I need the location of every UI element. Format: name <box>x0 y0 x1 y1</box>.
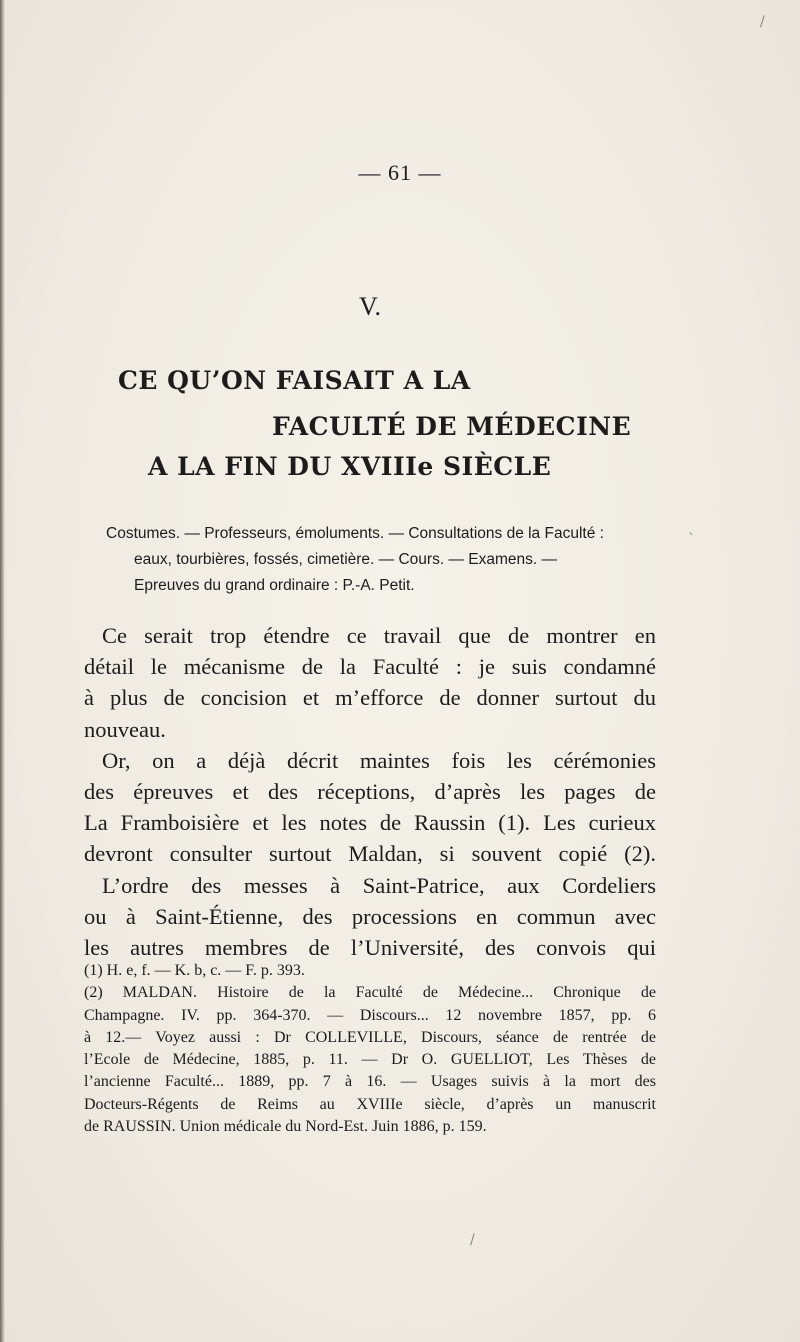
summary-line: eaux, tourbières, fossés, cimetière. — Cours. — Examens. — <box>134 551 557 568</box>
paragraph-1-line: détail le mécanisme de la Faculté : je suis condamné <box>84 654 656 680</box>
footnote-2-line: Docteurs-Régents de Reims au XVIIIe siècle, d’après un manuscrit <box>84 1095 656 1113</box>
footnotes <box>84 960 656 1138</box>
footnote-2-line: l’ancienne Faculté... 1889, pp. 7 à 16. — Usages suivis à la mort des <box>84 1073 656 1091</box>
footnote-2-line: à 12.— Voyez aussi : Dr COLLEVILLE, Discours, séance de rentrée de <box>84 1028 656 1046</box>
chapter-title-line-3: A LA FIN DU XVIIIe SIÈCLE <box>148 452 552 481</box>
paper-speck: ` <box>688 532 695 548</box>
summary-line: Epreuves du grand ordinaire : P.-A. Petit. <box>134 577 415 594</box>
footnote-1: (1) H. e, f. — K. b, c. — F. p. 393. <box>84 962 305 979</box>
chapter-title-line-2: FACULTÉ DE MÉDECINE <box>272 412 632 441</box>
paper-speck: / <box>760 14 765 30</box>
paragraph-3-line: ou à Saint-Étienne, des processions en commun avec <box>84 903 656 929</box>
footnote-2-line: de RAUSSIN. Union médicale du Nord-Est. Juin 1886, p. 159. <box>84 1118 487 1136</box>
paragraph-2-line: des épreuves et des réceptions, d’après les pages de <box>84 779 656 805</box>
summary-line: Costumes. — Professeurs, émoluments. — Consultations de la Faculté : <box>106 525 604 542</box>
section-number: V. <box>359 292 381 321</box>
paragraph-1-line: Ce serait trop étendre ce travail que de montrer en <box>102 623 656 648</box>
footnote-2-line: (2) MALDAN. Histoire de la Faculté de Médecine... Chronique de <box>84 984 656 1002</box>
paragraph-1-line: à plus de concision et m’efforce de donner surtout du <box>84 685 656 711</box>
chapter-summary <box>106 521 662 599</box>
paragraph-3-line: les autres membres de l’Université, des convois qui <box>84 935 656 961</box>
paragraph-2-line: La Framboisière et les notes de Raussin (1). Les curieux <box>84 810 656 836</box>
paragraph-2-line: Or, on a déjà décrit maintes fois les cérémonies <box>102 747 656 773</box>
paragraph-1-line: nouveau. <box>84 716 166 742</box>
paper-speck: / <box>470 1232 475 1248</box>
body-text <box>84 620 656 963</box>
footnote-2-line: Champagne. IV. pp. 364-370. — Discours... 12 novembre 1857, pp. 6 <box>84 1006 656 1024</box>
page-number: — 61 — <box>358 160 442 185</box>
page-binding-edge <box>0 0 5 1342</box>
paragraph-2-line: devront consulter surtout Maldan, si souvent copié (2). <box>84 841 656 867</box>
footnote-2-line: l’Ecole de Médecine, 1885, p. 11. — Dr O. GUELLIOT, Les Thèses de <box>84 1051 656 1069</box>
chapter-title-line-1: CE QU’ON FAISAIT A LA <box>118 366 471 395</box>
paragraph-3-line: L’ordre des messes à Saint-Patrice, aux Cordeliers <box>102 872 656 898</box>
